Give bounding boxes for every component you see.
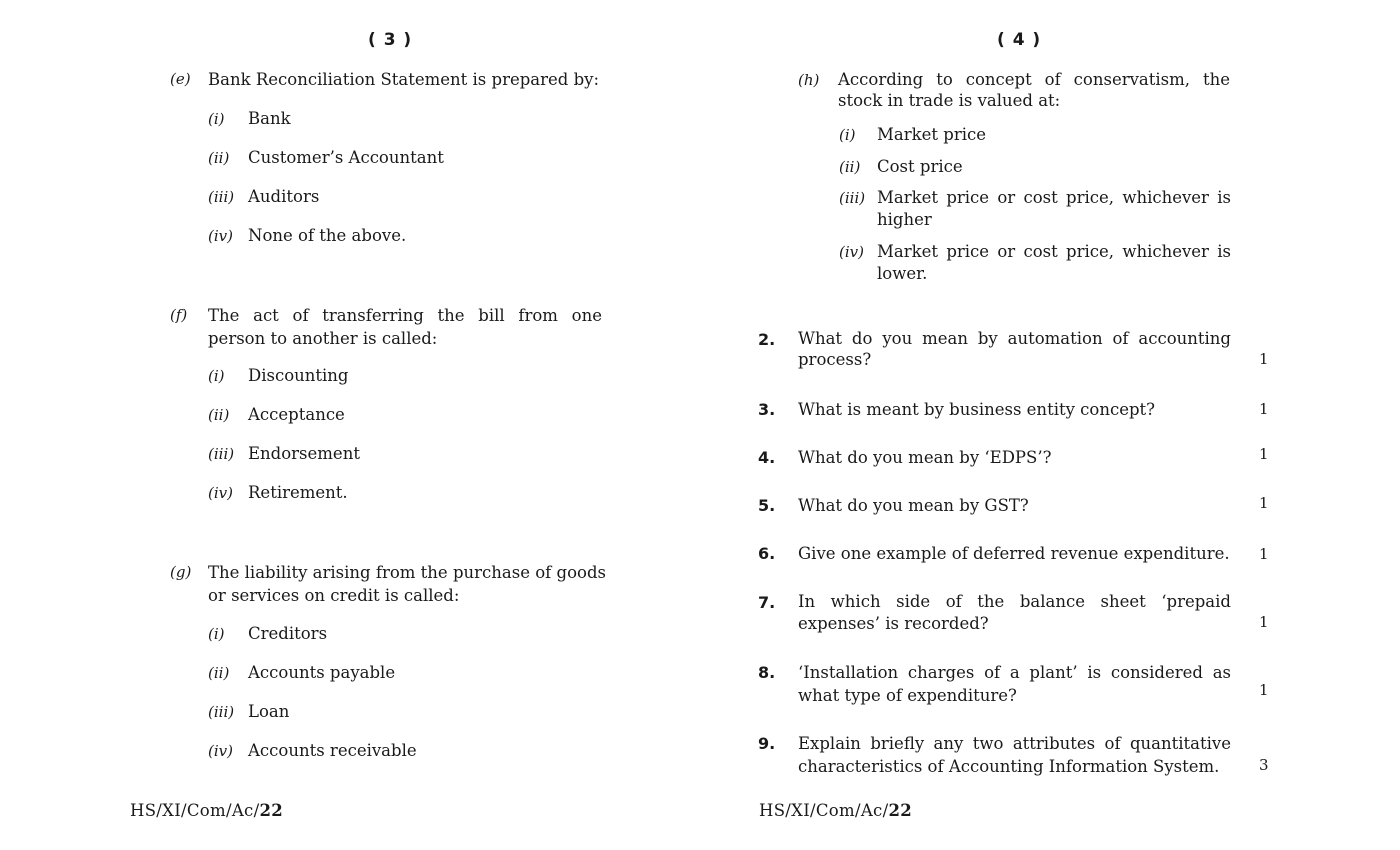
option-roman: (iv) <box>208 742 233 760</box>
question-text: What do you mean by automation of accounting process? <box>798 329 1231 369</box>
option-text: Loan <box>248 702 290 721</box>
option-roman: (iii) <box>208 445 235 463</box>
question-text: Explain briefly any two attributes of quantitative characteristics of Accounting Information System. <box>798 734 1231 776</box>
question-letter: (e) <box>170 70 191 88</box>
question-number: 5. <box>758 496 776 515</box>
option-text: Accounts payable <box>248 663 396 682</box>
option-text: Creditors <box>248 624 328 643</box>
question-marks: 1 <box>1259 494 1269 512</box>
option-roman: (ii) <box>839 158 861 176</box>
option-text: Bank <box>248 109 291 128</box>
option-text: Accounts receivable <box>248 741 417 760</box>
option-text: Discounting <box>248 366 349 385</box>
right-page <box>700 0 1400 850</box>
question-number: 6. <box>758 544 776 563</box>
option-text: Market price <box>877 125 986 144</box>
question-number: 2. <box>758 330 776 349</box>
option-roman: (i) <box>208 367 225 385</box>
option-roman: (iii) <box>208 188 235 206</box>
option-roman: (i) <box>839 126 856 144</box>
question-text: In which side of the balance sheet ‘prepaid expenses’ is recorded? <box>798 592 1231 633</box>
question-marks: 3 <box>1259 756 1269 774</box>
option-text: Acceptance <box>248 405 345 424</box>
option-text: Market price or cost price, whichever is lower. <box>877 242 1231 283</box>
question-marks: 1 <box>1259 445 1269 463</box>
option-roman: (i) <box>208 110 225 128</box>
option-roman: (ii) <box>208 406 230 424</box>
option-roman: (i) <box>208 625 225 643</box>
question-text: The liability arising from the purchase of goods or services on credit is called: <box>208 563 606 605</box>
question-letter: (g) <box>170 563 192 581</box>
question-number: 8. <box>758 663 776 682</box>
question-text: According to concept of conservatism, the stock in trade is valued at: <box>838 70 1230 110</box>
question-marks: 1 <box>1259 400 1269 418</box>
question-number: 4. <box>758 448 776 467</box>
page-number: ( 4 ) <box>997 30 1042 50</box>
question-marks: 1 <box>1259 350 1269 368</box>
footer-year: 22 <box>888 801 913 820</box>
option-text: Auditors <box>248 187 320 206</box>
option-roman: (iv) <box>208 484 233 502</box>
option-text: Cost price <box>877 157 963 176</box>
question-number: 7. <box>758 593 776 612</box>
option-text: Customer’s Accountant <box>248 148 444 167</box>
question-text: What do you mean by ‘EDPS’? <box>798 448 1052 467</box>
page-footer <box>759 801 912 820</box>
footer-code: HS/XI/Com/Ac/ <box>759 801 889 820</box>
question-letter: (f) <box>170 306 188 324</box>
question-text: What do you mean by GST? <box>798 496 1029 515</box>
page-number: ( 3 ) <box>368 30 413 50</box>
footer-code: HS/XI/Com/Ac/ <box>130 801 260 820</box>
footer-year: 22 <box>259 801 284 820</box>
option-roman: (iv) <box>208 227 233 245</box>
page-footer <box>130 801 283 820</box>
question-letter: (h) <box>798 71 820 89</box>
option-roman: (ii) <box>208 149 230 167</box>
question-marks: 1 <box>1259 613 1269 631</box>
option-roman: (iii) <box>839 189 866 207</box>
question-text: The act of transferring the bill from one person to another is called: <box>208 306 602 348</box>
option-roman: (iv) <box>839 243 864 261</box>
option-text: None of the above. <box>248 226 407 245</box>
question-number: 9. <box>758 734 776 753</box>
question-text: What is meant by business entity concept? <box>798 400 1156 419</box>
option-text: Market price or cost price, whichever is higher <box>877 188 1231 229</box>
question-text: ‘Installation charges of a plant’ is considered as what type of expenditure? <box>798 663 1231 705</box>
question-marks: 1 <box>1259 545 1269 563</box>
question-text: Give one example of deferred revenue expenditure. <box>798 544 1230 563</box>
option-roman: (ii) <box>208 664 230 682</box>
option-roman: (iii) <box>208 703 235 721</box>
question-number: 3. <box>758 400 776 419</box>
question-text: Bank Reconciliation Statement is prepared by: <box>208 70 600 89</box>
option-text: Retirement. <box>248 483 348 502</box>
option-text: Endorsement <box>248 444 360 463</box>
question-marks: 1 <box>1259 681 1269 699</box>
